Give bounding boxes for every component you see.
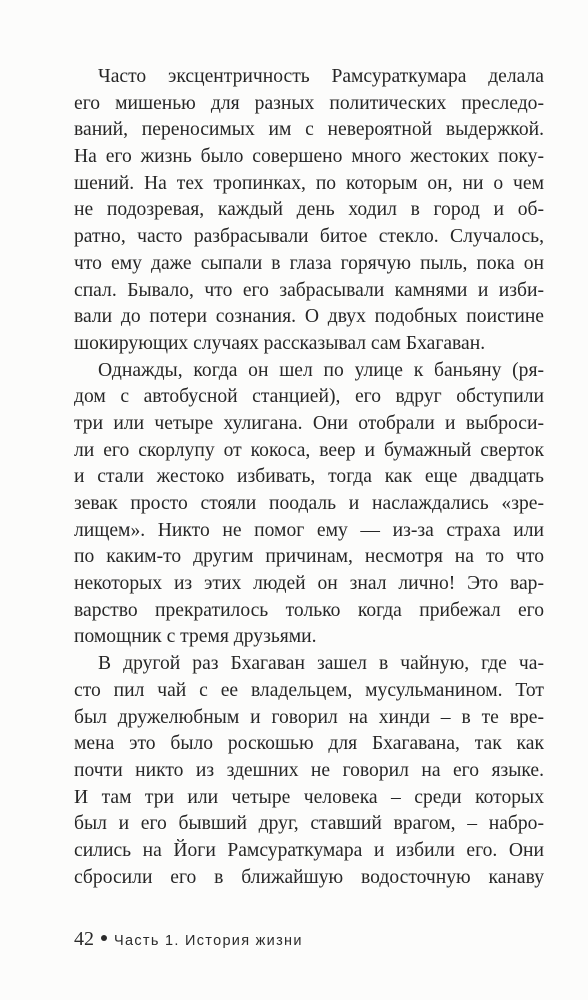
paragraph-2 xyxy=(74,358,544,652)
text-line: был дружелюбным и говорил на хинди – в те вре- xyxy=(74,706,544,728)
text-line: шений. На тех тропинках, по которым он, ни о чем xyxy=(74,172,544,194)
text-line: не подозревая, каждый день ходил в город и об- xyxy=(74,199,544,221)
page-footer xyxy=(74,928,303,951)
paragraph-3 xyxy=(74,651,544,891)
text-line: мена это было роскошью для Бхагавана, так как xyxy=(74,733,544,755)
text-line: и стали жестоко избивать, тогда как еще двадцать xyxy=(74,466,544,488)
bullet-separator-icon xyxy=(101,935,107,941)
text-line: почти никто из здешних не говорил на его языке. xyxy=(74,759,544,781)
text-line: сто пил чай с ее владельцем, мусульманином. Тот xyxy=(74,679,544,701)
text-line: его мишенью для разных политических преследо- xyxy=(74,92,544,114)
body-text xyxy=(74,64,544,891)
text-line: вали до потери сознания. О двух подобных поистине xyxy=(74,306,544,328)
text-line: зевак просто стояли поодаль и наслаждались «зре- xyxy=(74,493,544,514)
text-line: сбросили его в ближайшую водосточную канаву xyxy=(74,866,544,888)
text-line: некоторых из этих людей он знал лично! Это вар- xyxy=(74,573,544,595)
running-section-title: Часть 1. История жизни xyxy=(114,933,303,949)
text-line: сились на Йоги Рамсураткумара и избили его. Они xyxy=(74,839,544,861)
text-line: три или четыре хулигана. Они отобрали и выброси- xyxy=(74,412,544,434)
text-line: лищем». Никто не помог ему — из-за страха или xyxy=(74,519,544,541)
paragraph-1 xyxy=(74,64,544,358)
text-line: шокирующих случаях рассказывал сам Бхагаван. xyxy=(74,332,486,354)
page-number: 42 xyxy=(74,928,94,950)
text-line: ваний, переносимых им с невероятной выдержкой. xyxy=(74,119,544,141)
text-line: И там три или четыре человека – среди которых xyxy=(74,786,544,808)
text-line: Часто эксцентричность Рамсураткумара делала xyxy=(98,66,544,87)
text-line: что ему даже сыпали в глаза горячую пыль, пока он xyxy=(74,252,544,274)
text-line: был и его бывший друг, ставший врагом, – набро- xyxy=(74,813,544,835)
text-line: ли его скорлупу от кокоса, веер и бумажный сверток xyxy=(74,439,544,461)
text-line: спал. Бывало, что его забрасывали камнями и изби- xyxy=(74,279,544,301)
text-line: Однажды, когда он шел по улице к баньяну (ря- xyxy=(98,359,544,381)
text-line: В другой раз Бхагаван зашел в чайную, где ча- xyxy=(98,653,544,675)
text-line: помощник с тремя друзьями. xyxy=(74,626,317,648)
text-line: варство прекратилось только когда прибежал его xyxy=(74,599,544,621)
text-line: На его жизнь было совершено много жестоких поку- xyxy=(74,146,544,168)
text-line: дом с автобусной станцией), его вдруг обступили xyxy=(74,386,544,408)
text-line: ратно, часто разбрасывали битое стекло. Случалось, xyxy=(74,226,544,248)
text-line: по каким-то другим причинам, несмотря на то что xyxy=(74,546,544,568)
